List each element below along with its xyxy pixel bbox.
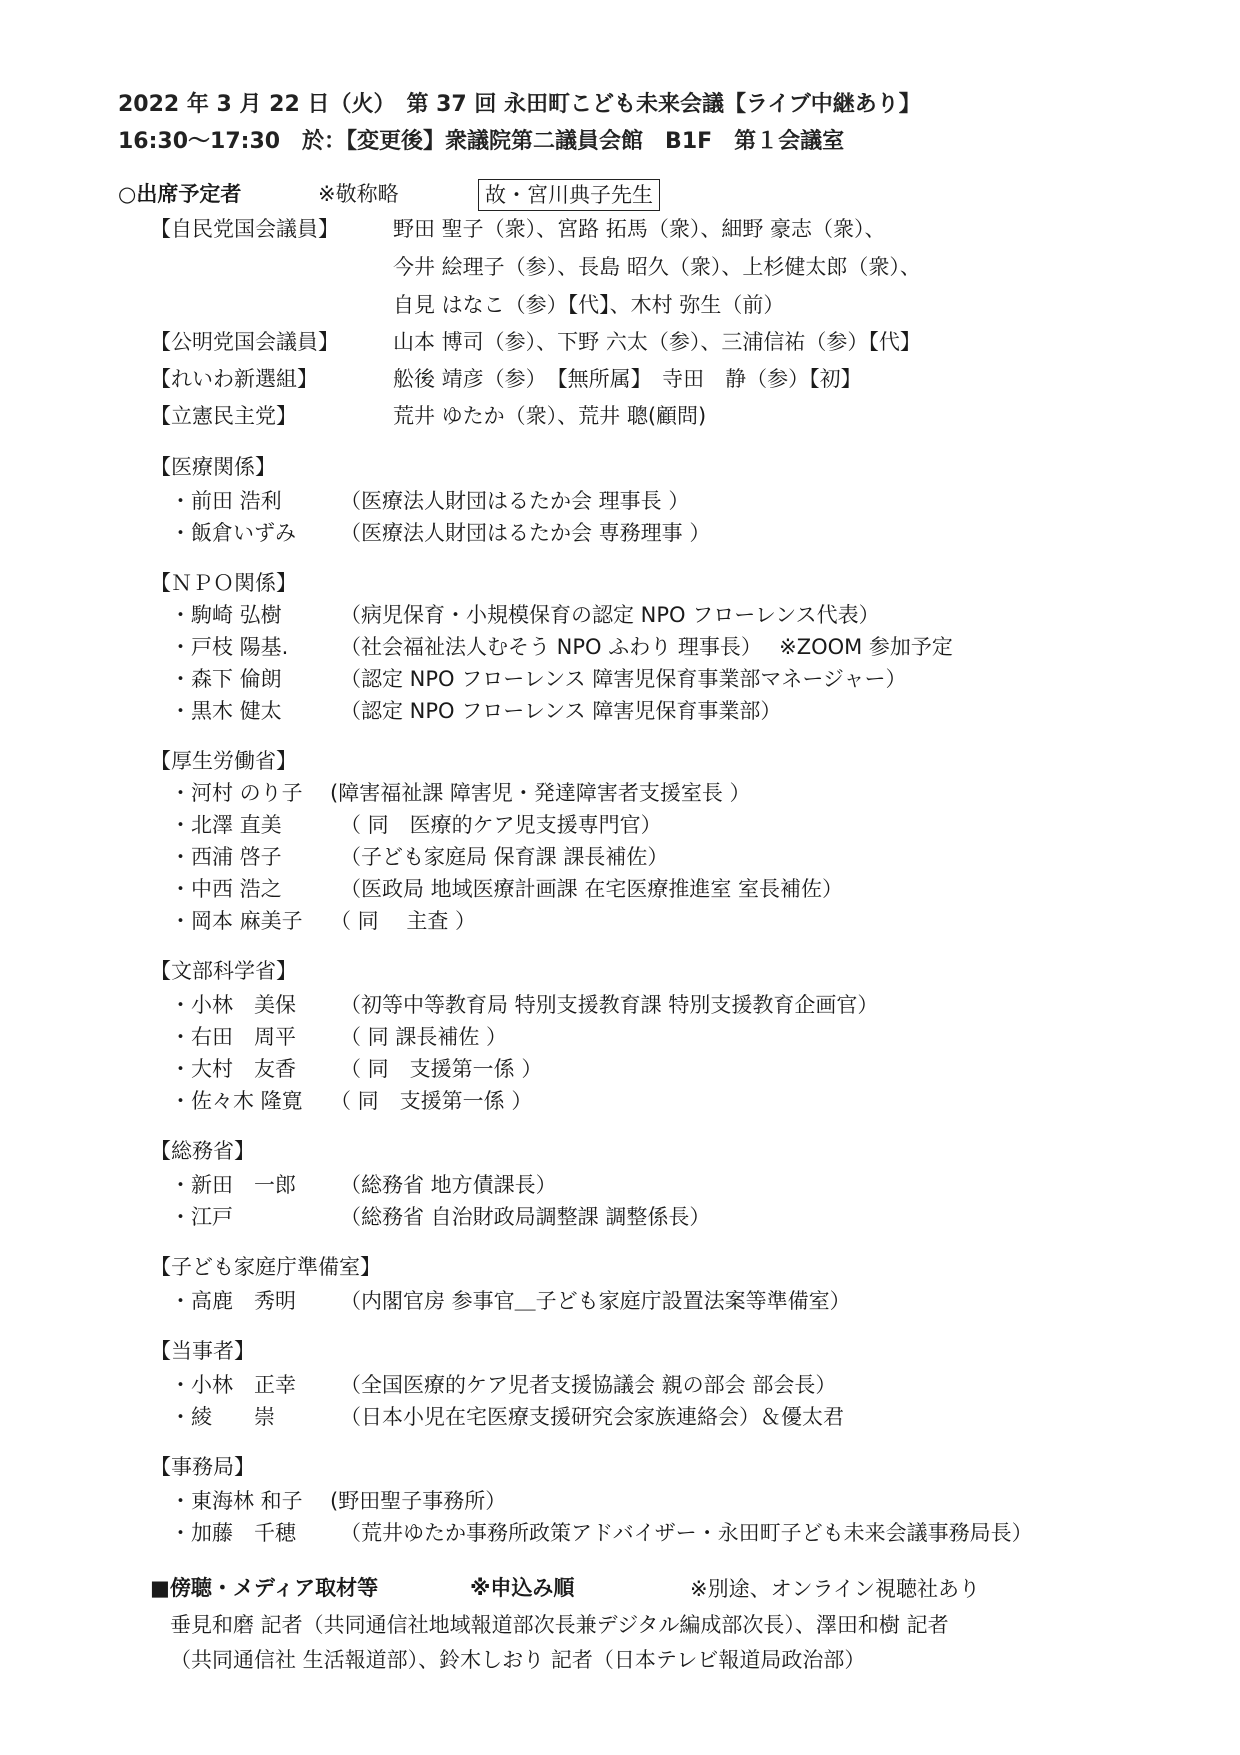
party-members: 自見 はなこ（参）【代】、木村 弥生（前）	[393, 293, 785, 317]
member-name: ・高鹿 秀明	[170, 1289, 296, 1313]
party-members: 野田 聖子（衆）、宮路 拓馬（衆）、細野 豪志（衆）、	[393, 217, 886, 241]
member-role: （病児保育・小規模保育の認定 NPO フローレンス代表）	[340, 603, 880, 627]
group-title: 【総務省】	[150, 1139, 255, 1163]
member-role: （認定 NPO フローレンス 障害児保育事業部）	[340, 699, 782, 723]
attendees-label: ○出席予定者	[118, 182, 242, 206]
member-name: ・加藤 千穂	[170, 1521, 296, 1545]
member-role: （社会福祉法人むそう NPO ふわり 理事長） ※ZOOM 参加予定	[340, 635, 953, 659]
group-title: 【厚生労働省】	[150, 749, 297, 773]
member-role: （ 同 主査 ）	[330, 909, 477, 933]
media-section-title: ■傍聴・メディア取材等	[150, 1576, 379, 1600]
media-reporters-line: （共同通信社 生活報道部）、鈴木しおり 記者（日本テレビ報道局政治部）	[170, 1648, 866, 1672]
member-name: ・西浦 啓子	[170, 845, 282, 869]
group-title: 【文部科学省】	[150, 959, 297, 983]
member-role: （医療法人財団はるたか会 理事長 ）	[340, 489, 690, 513]
party-members: 今井 絵理子（参）、長島 昭久（衆）、上杉健太郎（衆）、	[393, 255, 921, 279]
member-role: （ 同 課長補佐 ）	[340, 1025, 508, 1049]
member-name: ・中西 浩之	[170, 877, 282, 901]
member-role: (野田聖子事務所）	[330, 1489, 507, 1513]
member-name: ・森下 倫朗	[170, 667, 282, 691]
member-name: ・小林 正幸	[170, 1373, 296, 1397]
media-online-note: ※別途、オンライン視聴社あり	[690, 1577, 980, 1601]
meeting-date-title: 2022 年 3 月 22 日（火） 第 37 回 永田町こども未来会議【ライブ中継あり】	[118, 92, 921, 117]
member-role: （ 同 支援第一係 ）	[340, 1057, 543, 1081]
party-name: 【れいわ新選組】	[150, 367, 318, 391]
member-role: （医政局 地域医療計画課 在宅医療推進室 室長補佐）	[340, 877, 844, 901]
group-title: 【ＮＰＯ関係】	[150, 571, 297, 595]
member-role: （日本小児在宅医療支援研究会家族連絡会）＆優太君	[340, 1405, 844, 1429]
party-members: 山本 博司（参）、下野 六太（参）、三浦信祐（参）【代】	[393, 330, 921, 354]
member-name: ・大村 友香	[170, 1057, 296, 1081]
member-name: ・江戸	[170, 1205, 233, 1229]
member-role: （初等中等教育局 特別支援教育課 特別支援教育企画官）	[340, 993, 879, 1017]
honorific-note: ※敬称略	[318, 182, 399, 206]
memorial-box: 故・宮川典子先生	[478, 179, 660, 211]
member-name: ・東海林 和子	[170, 1489, 303, 1513]
member-name: ・綾 崇	[170, 1405, 275, 1429]
member-role: （総務省 自治財政局調整課 調整係長）	[340, 1205, 711, 1229]
member-role: （認定 NPO フローレンス 障害児保育事業部マネージャー）	[340, 667, 907, 691]
member-name: ・飯倉いずみ	[170, 521, 296, 545]
member-name: ・佐々木 隆寛	[170, 1089, 303, 1113]
member-name: ・黒木 健太	[170, 699, 282, 723]
member-role: （ 同 医療的ケア児支援専門官）	[340, 813, 662, 837]
member-name: ・前田 浩利	[170, 489, 282, 513]
party-name: 【立憲民主党】	[150, 404, 297, 428]
member-name: ・右田 周平	[170, 1025, 296, 1049]
party-name: 【自民党国会議員】	[150, 217, 339, 241]
media-reporters-line: 垂見和磨 記者（共同通信社地域報道部次長兼デジタル編成部次長）、澤田和樹 記者	[170, 1613, 949, 1637]
party-members: 舩後 靖彦（参） 【無所属】 寺田 静（参）【初】	[393, 367, 862, 391]
member-role: （ 同 支援第一係 ）	[330, 1089, 533, 1113]
group-title: 【当事者】	[150, 1339, 255, 1363]
party-name: 【公明党国会議員】	[150, 330, 339, 354]
member-role: （子ども家庭局 保育課 課長補佐）	[340, 845, 669, 869]
member-name: ・戸枝 陽基.	[170, 635, 289, 659]
member-name: ・岡本 麻美子	[170, 909, 303, 933]
group-title: 【事務局】	[150, 1455, 255, 1479]
group-title: 【子ども家庭庁準備室】	[150, 1255, 381, 1279]
media-order-note: ※申込み順	[470, 1576, 575, 1600]
member-name: ・駒崎 弘樹	[170, 603, 282, 627]
member-role: （内閣官房 参事官＿子ども家庭庁設置法案等準備室）	[340, 1289, 851, 1313]
member-name: ・河村 のり子	[170, 781, 303, 805]
member-role: （総務省 地方債課長）	[340, 1173, 557, 1197]
member-role: （医療法人財団はるたか会 専務理事 ）	[340, 521, 711, 545]
member-role: （荒井ゆたか事務所政策アドバイザー・永田町子ども未来会議事務局長）	[340, 1521, 1033, 1545]
group-title: 【医療関係】	[150, 455, 276, 479]
member-name: ・北澤 直美	[170, 813, 282, 837]
member-name: ・小林 美保	[170, 993, 296, 1017]
member-role: (障害福祉課 障害児・発達障害者支援室長 ）	[330, 781, 751, 805]
member-role: （全国医療的ケア児者支援協議会 親の部会 部会長）	[340, 1373, 837, 1397]
member-name: ・新田 一郎	[170, 1173, 296, 1197]
party-members: 荒井 ゆたか（衆）、荒井 聰(顧問)	[393, 404, 707, 428]
meeting-time-venue: 16:30〜17:30 於：【変更後】衆議院第二議員会館 B1F 第１会議室	[118, 129, 845, 154]
